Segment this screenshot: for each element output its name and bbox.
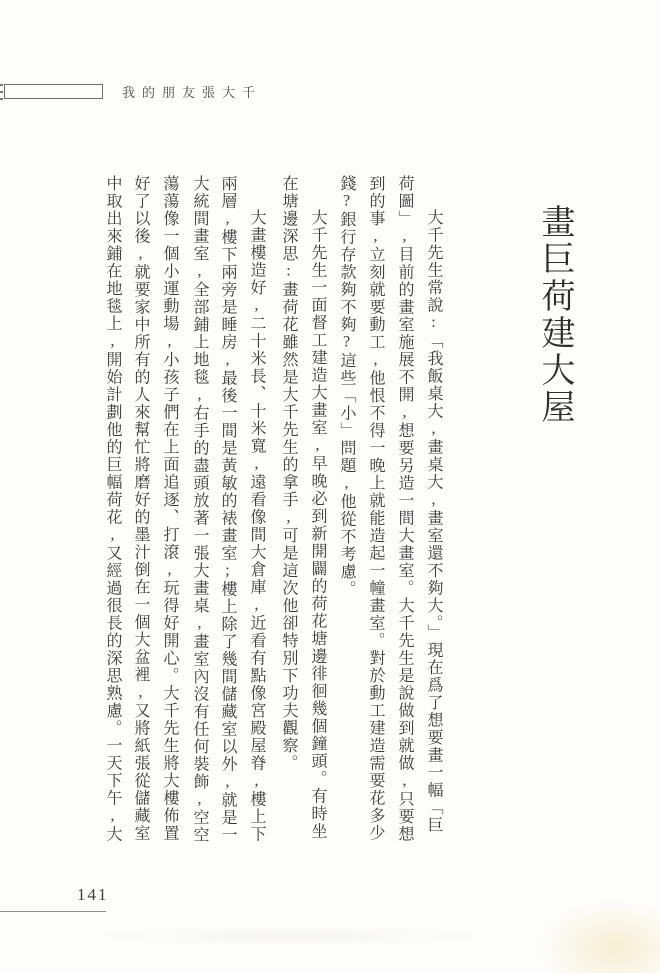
text-column: 大千先生一面督工建造大畫室,早晚必到新開闢的荷花塘邊徘徊幾個鐘頭。有時坐 <box>309 209 326 840</box>
header-decoration-box <box>4 84 103 99</box>
binding-mark <box>0 98 3 100</box>
text-column: 大統間畫室,全部鋪上地毯,右手的盡頭放著一張大畫桌,畫室內沒有任何裝飾,空空 <box>191 175 208 844</box>
text-column: 錢?銀行存款夠不夠?這些「小」問題,他從不考慮。 <box>338 175 355 598</box>
scan-artifact <box>80 925 500 947</box>
text-column: 荷圖」,目前的畫室施展不開,想要另造一間大畫室。大千先生是說做到就做,只要想 <box>396 175 413 843</box>
text-column: 中取出來鋪在地毯上,開始計劃他的巨幅荷花,又經過很長的深思熟慮。一天下午,大 <box>104 175 121 843</box>
binding-mark <box>0 84 3 86</box>
footer-rule <box>0 911 106 912</box>
text-column: 蕩蕩像一個小運動場,小孩子們在上面追逐、打滾,玩得好開心。大千先生將大樓佈置 <box>161 175 178 842</box>
scan-artifact <box>535 898 660 973</box>
text-column: 在塘邊深思:畫荷花雖然是大千先生的拿手,可是這次他卻特別下功夫觀察。 <box>280 175 297 772</box>
page-number: 141 <box>77 885 109 904</box>
text-column: 兩層,樓下兩旁是睡房,最後一間是黃敏的裱畫室;樓上除了幾間儲藏室以外,就是一 <box>219 175 236 844</box>
text-column: 到的事,立刻就要動工,他恨不得一晚上就能造起一幢畫室。對於動工建造需要花多少 <box>367 175 384 842</box>
text-column: 大畫樓造好,二十米長、十米寬,遠看像間大倉庫,近看有點像宮殿屋脊,樓上下 <box>248 209 265 843</box>
text-column: 好了以後,就要家中所有的人來幫忙將磨好的墨汁倒在一個大盆裡,又將紙張從儲藏室 <box>132 175 149 842</box>
article-title: 畫巨荷建大屋 <box>536 204 573 426</box>
running-header: 我的朋友張大千 <box>122 85 263 100</box>
text-column: 大千先生常說:「我飯桌大,畫桌大,畫室還不夠大。」現在爲了想要畫一幅「巨 <box>425 209 442 834</box>
binding-mark <box>0 91 3 93</box>
